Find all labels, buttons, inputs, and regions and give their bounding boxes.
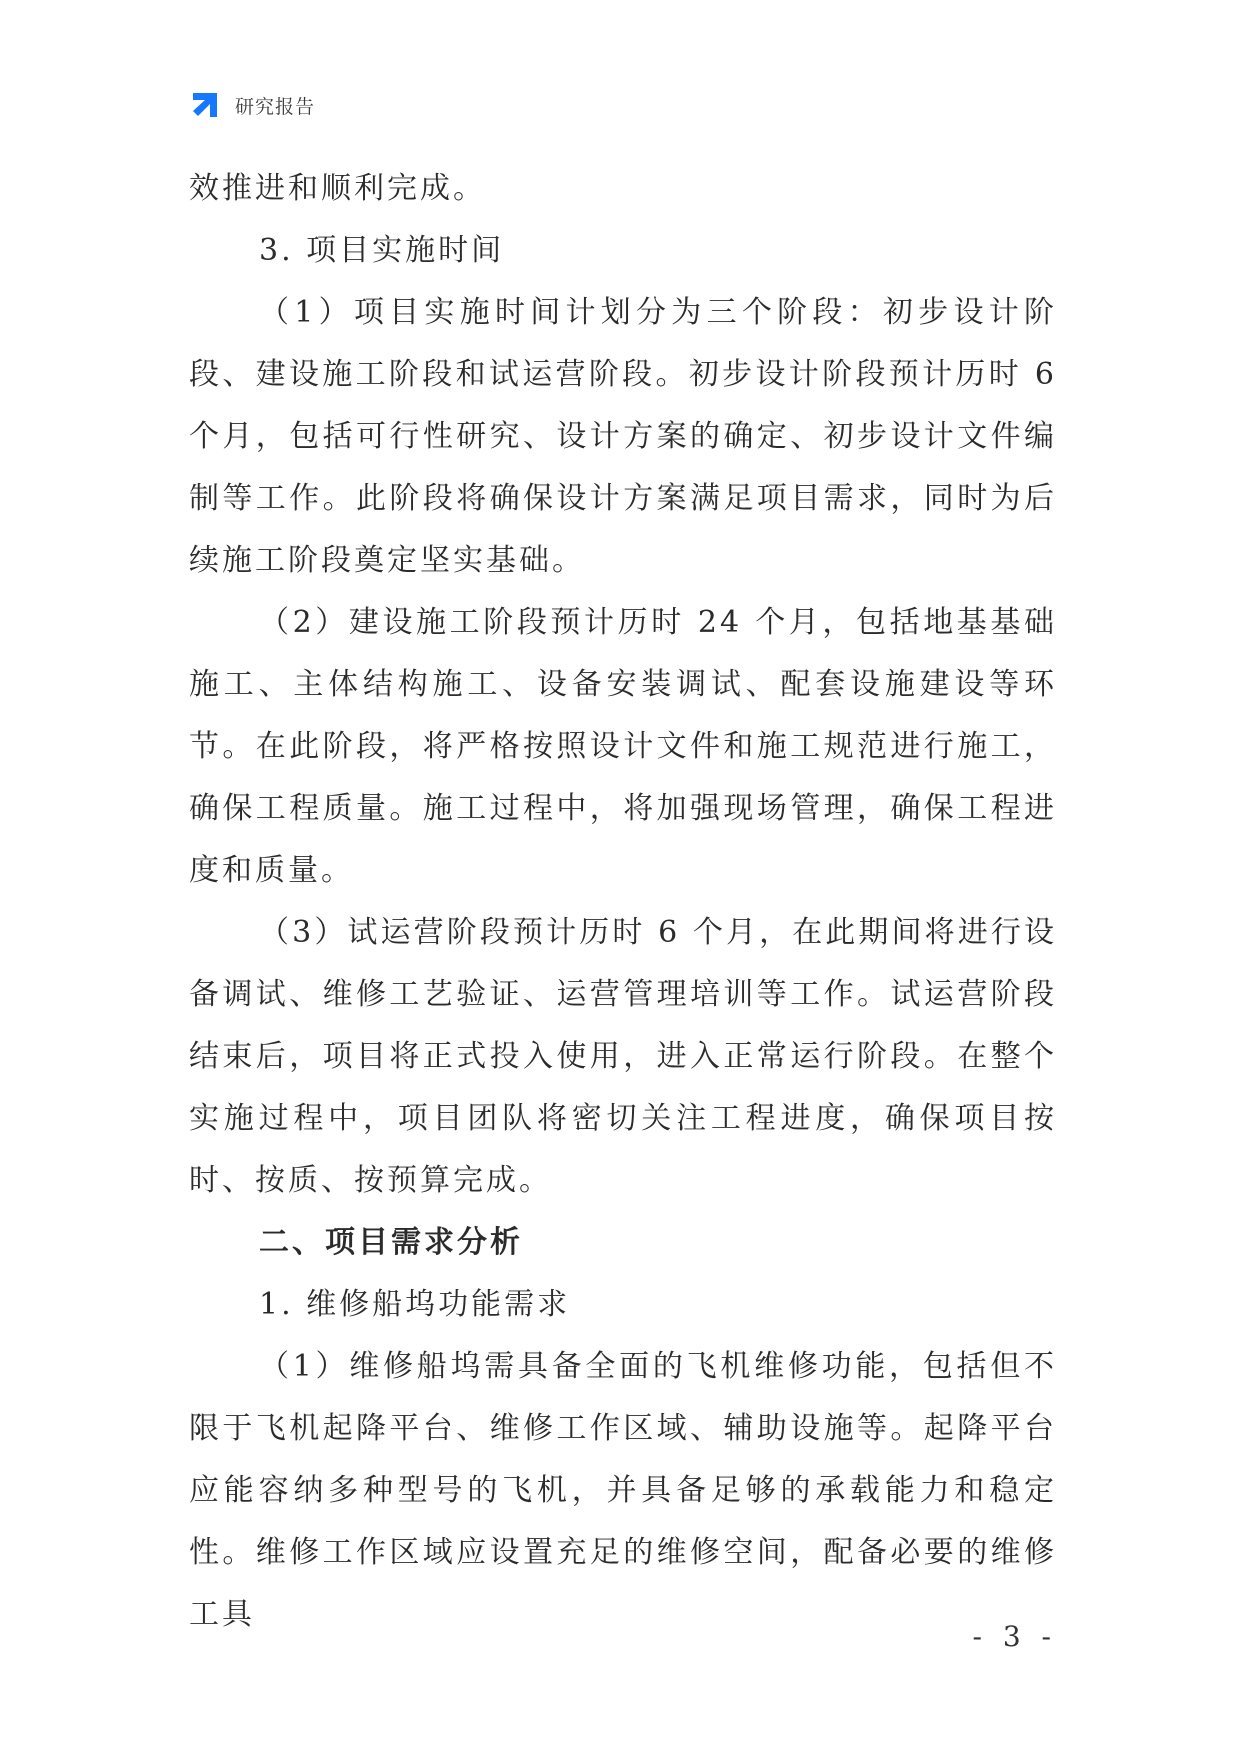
page-number: - 3 - bbox=[972, 1620, 1057, 1653]
paragraph-phase-1: （1）项目实施时间计划分为三个阶段：初步设计阶段、建设施工阶段和试运营阶段。初步设计阶段预计历时 6 个月，包括可行性研究、设计方案的确定、初步设计文件编制等工作。此阶段将确保设计方案满足项目需求，同时为后续施工阶段奠定坚实基础。 bbox=[189, 295, 1057, 578]
chapter-heading-2: 二、项目需求分析 bbox=[259, 1225, 523, 1260]
paragraph-phase-2: （2）建设施工阶段预计历时 24 个月，包括地基基础施工、主体结构施工、设备安装调试、配套设施建设等环节。在此阶段，将严格按照设计文件和施工规范进行施工，确保工程质量。施工过程中，将加强现场管理，确保工程进度和质量。 bbox=[189, 605, 1057, 888]
section-heading-2-1: 1. 维修船坞功能需求 bbox=[259, 1287, 571, 1322]
arrow-logo-icon bbox=[189, 89, 221, 121]
paragraph-dock-function: （1）维修船坞需具备全面的飞机维修功能，包括但不限于飞机起降平台、维修工作区域、辅助设施等。起降平台应能容纳多种型号的飞机，并具备足够的承载能力和稳定性。维修工作区域应设置充足的维修空间，配备必要的维修工具 bbox=[189, 1349, 1057, 1632]
document-body bbox=[189, 158, 1057, 1646]
paragraph-phase-3: （3）试运营阶段预计历时 6 个月，在此期间将进行设备调试、维修工艺验证、运营管理培训等工作。试运营阶段结束后，项目将正式投入使用，进入正常运行阶段。在整个实施过程中，项目团队将密切关注工程进度，确保项目按时、按质、按预算完成。 bbox=[189, 915, 1057, 1198]
paragraph-continuation: 效推进和顺利完成。 bbox=[189, 171, 486, 206]
header-title: 研究报告 bbox=[235, 95, 316, 118]
report-header bbox=[189, 88, 315, 122]
section-heading-3: 3. 项目实施时间 bbox=[259, 233, 505, 268]
